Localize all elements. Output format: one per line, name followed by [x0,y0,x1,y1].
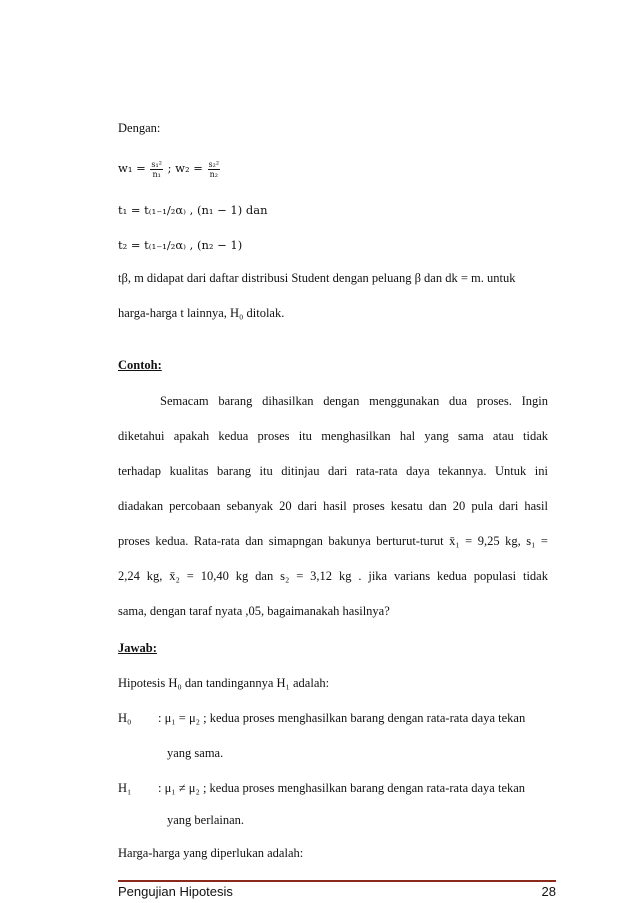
h1-row [118,780,548,796]
tbeta-line-2: harga-harga t lainnya, H₀ ditolak. [118,306,285,320]
contoh-line-6: 2,24 kg, x̄₂ = 10,40 kg dan s₂ = 3,12 kg . jika varians kedua populasi tidak [118,569,548,583]
contoh-line-4: diadakan percobaan sebanyak 20 dari hasil proses kesatu dan 20 pula dari hasil [118,499,548,513]
h0-text: : μ₁ = μ₂ ; kedua proses menghasilkan barang dengan rata-rata daya tekan [158,711,526,725]
contoh-line-7: sama, dengan taraf nyata ,05, bagaimanakah hasilnya? [118,604,390,618]
w2-denominator: n₂ [209,169,218,179]
h1-text: : μ₁ ≠ μ₂ ; kedua proses menghasilkan barang dengan rata-rata daya tekan [158,781,526,795]
h0-row [118,710,548,726]
h0-continuation: yang sama. [167,746,224,760]
w2-numerator: s₂² [208,159,220,169]
formula-w [118,156,548,180]
w-separator: ; w₂ = [167,161,203,175]
h0-label: H₀ [118,711,132,725]
contoh-line-3: terhadap kualitas barang itu ditinjau dari rata-rata daya tekannya. Untuk ini [118,464,548,478]
h1-label: H₁ [118,781,132,795]
w1-numerator: s₁² [151,159,162,169]
contoh-line-2: diketahui apakah kedua proses itu menghasilkan hal yang sama atau tidak [118,429,548,443]
page-number: 28 [541,884,556,899]
footer-title: Pengujian Hipotesis [118,884,233,899]
footer-rule [118,880,556,882]
contoh-line-1: Semacam barang dihasilkan dengan menggunakan dua proses. Ingin [160,394,548,408]
page-footer [118,884,556,899]
formula-t1: t₁ = t₍₁₋₁/₂α₎ , (n₁ − 1) dan [118,203,268,217]
w2-fraction [208,160,221,179]
intro-label: Dengan: [118,121,161,135]
tbeta-line-1: tβ, m didapat dari daftar distribusi Student dengan peluang β dan dk = m. untuk [118,271,516,285]
h1-continuation: yang berlainan. [167,813,245,827]
harga-line: Harga-harga yang diperlukan adalah: [118,846,304,860]
formula-t2: t₂ = t₍₁₋₁/₂α₎ , (n₂ − 1) [118,238,243,252]
w1-denominator: n₁ [152,169,161,179]
contoh-line-5: proses kedua. Rata-rata dan simapngan bakunya berturut-turut x̄₁ = 9,25 kg, s₁ = [118,534,548,548]
hipotesis-intro: Hipotesis H₀ dan tandingannya H₁ adalah: [118,676,330,690]
jawab-heading: Jawab: [118,641,157,655]
w1-label: w₁ = [118,161,146,175]
contoh-heading: Contoh: [118,358,162,372]
w1-fraction [150,160,163,179]
